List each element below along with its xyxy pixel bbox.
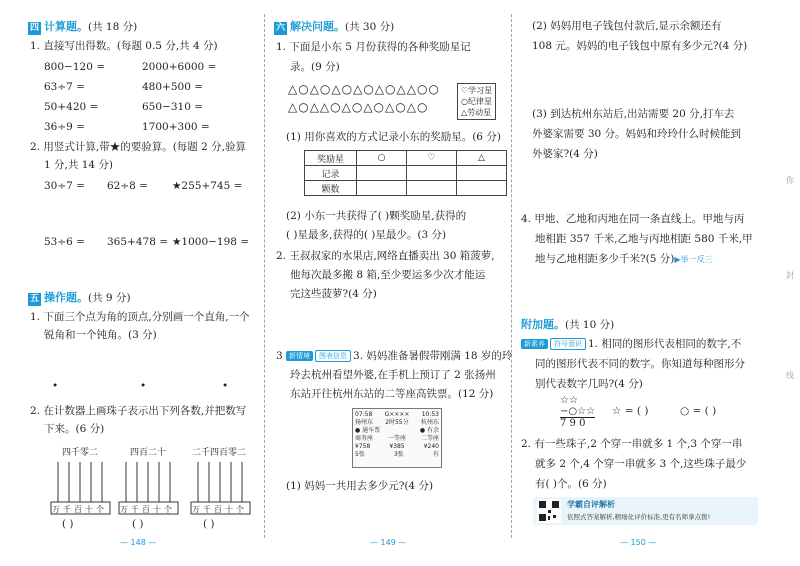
abacus-columns: 万千百十个 xyxy=(192,505,247,514)
train-ticket-info xyxy=(352,408,442,468)
table-cell[interactable] xyxy=(357,166,407,181)
seat-class: 商务座 xyxy=(355,435,374,442)
departure-time: 07:58 xyxy=(355,411,373,418)
abacus-columns: 万千百十个 xyxy=(120,505,175,514)
question-6-3-1: (1) 妈妈一共用去多少元?(4 分) xyxy=(286,480,434,492)
circle-answer[interactable]: ○ = ( ) xyxy=(680,405,717,417)
section-6-badge: 六 xyxy=(275,23,285,33)
arrival-station: 杭州东 xyxy=(420,419,439,426)
question-6-3-line1: 3 新情境 图表信息 3. 妈妈准备暑假带刚满 18 岁的玲 xyxy=(276,350,513,362)
question-6-3-line2: 玲去杭州看望外婆,在手机上预订了 2 张扬州 xyxy=(290,369,496,381)
question-5-1-line1: 1. 下面三个点为角的顶点,分别画一个直角,一个 xyxy=(30,311,250,323)
new-context-tag: 新情境 xyxy=(286,351,313,361)
vertex-dot: • xyxy=(222,380,229,392)
abacus-label: 四百二十 xyxy=(130,448,167,458)
calc-item: 63÷7 = xyxy=(44,81,85,93)
star-legend xyxy=(457,83,496,120)
question-6-1-line2: 录。(9 分) xyxy=(290,61,340,73)
table-row-label: 记录 xyxy=(305,166,357,181)
page-number: — 149 — xyxy=(370,538,407,547)
question-4-2-line1: 2. 用竖式计算,带★的要验算。(每题 2 分,验算 xyxy=(30,141,246,153)
symbol-puzzle xyxy=(560,395,595,429)
question-6-2-line1: 2. 王叔叔家的水果店,网络直播卖出 30 箱菠萝, xyxy=(276,250,495,262)
question-6-4-line2: 地相距 357 千米,乙地与丙地相距 580 千米,甲 xyxy=(535,233,753,245)
seat-price: ¥758 xyxy=(355,443,371,450)
bonus-1-line3: 别代表数字几吗?(4 分) xyxy=(535,378,643,390)
calc-item: 62÷8 = xyxy=(107,180,148,192)
question-6-3-3-line1: (3) 到达杭州东站后,出站需要 20 分,打车去 xyxy=(532,108,735,120)
seat-price: ¥385 xyxy=(389,443,405,450)
section-5-title: 操作题。 xyxy=(44,291,88,304)
vertex-dot: • xyxy=(52,380,59,392)
question-6-3-3-line2: 外婆家需要 30 分。妈妈和玲玲什么时候能到 xyxy=(532,128,742,140)
calc-item: 1700+300 = xyxy=(142,121,210,133)
star-answer[interactable]: ☆ = ( ) xyxy=(612,405,649,417)
question-6-3-2-line1: (2) 妈妈用电子钱包付款后,显示余额还有 xyxy=(532,20,722,32)
puzzle-top: ☆☆ xyxy=(560,395,578,406)
question-6-1-2-line2: ( )星最多,获得的( )星最少。(3 分) xyxy=(286,229,447,241)
question-5-2-line2: 下来。(6 分) xyxy=(44,423,105,435)
page-divider xyxy=(264,14,265,538)
question-6-1-line1: 1. 下面是小东 5 月份获得的各种奖励星记 xyxy=(276,41,471,53)
section-6-header xyxy=(274,20,394,35)
binding-mark: 线 xyxy=(786,371,794,380)
bonus-2-line3: 有( )个。(6 分) xyxy=(535,478,607,490)
qr-code-icon xyxy=(537,499,561,523)
question-6-3-line3: 东站开往杭州东站的二等座高铁票。(12 分) xyxy=(290,388,494,400)
calc-item: ★1000−198 = xyxy=(172,236,250,248)
abacus-columns: 万千百十个 xyxy=(52,505,107,514)
calc-item: 480+500 = xyxy=(142,81,204,93)
answer-blank[interactable]: ( ) xyxy=(62,518,74,530)
table-cell[interactable] xyxy=(457,166,507,181)
question-6-2-line2: 他每次最多搬 8 箱,至少要运多少次才能运 xyxy=(290,269,486,281)
table-header: △ xyxy=(457,151,507,166)
calc-item: 50+420 = xyxy=(44,101,99,113)
table-header: ○ xyxy=(357,151,407,166)
bonus-header xyxy=(521,318,614,332)
calc-item: 650−310 = xyxy=(142,101,204,113)
bonus-1-line1: 新素养 符号意识 1. 相同的图形代表相同的数字,不 xyxy=(521,338,741,351)
legend-labor: △劳动星 xyxy=(461,108,492,117)
question-4-2-line2: 1 分,共 14 分) xyxy=(44,159,113,171)
question-6-4-line3: 地与乙地相距多少千米?(5 分)▶举一反三 xyxy=(535,253,713,265)
seat-price: ¥240 xyxy=(423,443,439,450)
vertex-dot: • xyxy=(140,380,147,392)
bonus-2-line1: 2. 有一些珠子,2 个穿一串就多 1 个,3 个穿一串 xyxy=(521,438,743,450)
page-number: — 150 — xyxy=(620,538,657,547)
question-6-1-2-line1: (2) 小东一共获得了( )颗奖励星,获得的 xyxy=(286,210,467,222)
section-6-score: (共 30 分) xyxy=(345,21,395,33)
departure-station: 扬州东 xyxy=(355,419,374,426)
bonus-1-line2: 同的图形代表不同的数字。你知道每种图形分 xyxy=(535,358,745,370)
abacus-label: 二千四百零二 xyxy=(192,448,247,458)
question-6-3-3-line3: 外婆家?(4 分) xyxy=(532,148,598,160)
new-literacy-tag: 新素养 xyxy=(521,339,548,349)
self-review-title: 学霸自评解析 xyxy=(567,500,615,509)
section-4-header xyxy=(28,20,137,35)
section-5-header xyxy=(28,291,131,306)
table-cell[interactable] xyxy=(457,181,507,196)
star-table xyxy=(304,150,507,196)
calc-item: 365+478 = xyxy=(107,236,169,248)
table-header: ♡ xyxy=(407,151,457,166)
question-5-2-line1: 2. 在计数器上画珠子表示出下列各数,并把数写 xyxy=(30,405,247,417)
puzzle-middle: −○☆☆ xyxy=(560,406,596,417)
question-6-4-line1: 4. 甲地、乙地和丙地在同一条直线上。甲地与丙 xyxy=(521,213,745,225)
puzzle-result: 7 9 0 xyxy=(560,418,586,429)
section-4-title: 计算题。 xyxy=(44,20,88,33)
abacus-label: 四千零二 xyxy=(62,448,99,458)
chart-info-tag: 图表信息 xyxy=(315,350,351,362)
bonus-score: (共 10 分) xyxy=(565,319,615,331)
question-6-2-line3: 完这些菠萝?(4 分) xyxy=(290,288,377,300)
page-number: — 148 — xyxy=(120,538,157,547)
table-cell[interactable] xyxy=(407,166,457,181)
star-record-row-2: △○△△○△○△○△○△○ xyxy=(288,100,429,114)
ticket-status: ● 通车票 xyxy=(355,427,381,434)
train-number: G×××× xyxy=(384,411,410,418)
table-header: 奖励星 xyxy=(305,151,357,166)
bonus-2-line2: 就多 2 个,4 个穿一串就多 3 个,这些珠子最少 xyxy=(535,458,747,470)
answer-blank[interactable]: ( ) xyxy=(132,518,144,530)
arrival-time: 10:53 xyxy=(421,411,439,418)
self-review-text: 依照式答案解析,精细化评价标准,更有名师拿点拨! xyxy=(567,513,711,521)
legend-discipline: ○纪律星 xyxy=(461,97,492,106)
duration: 2时55分 xyxy=(385,419,409,426)
self-review-banner[interactable] xyxy=(533,497,758,525)
section-5-score: (共 9 分) xyxy=(88,292,131,304)
section-6-title: 解决问题。 xyxy=(290,20,345,33)
table-row-label: 颗数 xyxy=(305,181,357,196)
page-divider xyxy=(511,14,512,538)
table-cell[interactable] xyxy=(357,181,407,196)
question-5-1-line2: 锐角和一个钝角。(3 分) xyxy=(44,329,157,341)
calc-item: 53÷6 = xyxy=(44,236,85,248)
calc-item: 800−120 = xyxy=(44,61,106,73)
seat-stock: 3张 xyxy=(393,451,404,458)
question-6-3-2-line2: 108 元。妈妈的电子钱包中原有多少元?(4 分) xyxy=(532,40,748,52)
question-6-1-1: (1) 用你喜欢的方式记录小东的奖励星。(6 分) xyxy=(286,131,501,143)
symbol-sense-tag: 符号意识 xyxy=(550,338,586,350)
binding-mark: 你 xyxy=(786,176,794,185)
bonus-title: 附加题。 xyxy=(521,318,565,331)
calc-item: 2000+6000 = xyxy=(142,61,217,73)
binding-mark: 封 xyxy=(786,271,794,280)
section-4-badge: 四 xyxy=(29,23,39,33)
practice-link[interactable]: ▶举一反三 xyxy=(674,255,713,264)
answer-blank[interactable]: ( ) xyxy=(203,518,215,530)
seat-class: 二等座 xyxy=(420,435,439,442)
seat-stock: 5张 xyxy=(355,451,365,458)
seat-class: 一等座 xyxy=(387,435,406,442)
seat-stock: 有 xyxy=(432,451,439,458)
calc-item: 36÷9 = xyxy=(44,121,85,133)
legend-study: ♡学习星 xyxy=(461,86,493,95)
calc-item: ★255+745 = xyxy=(172,180,243,192)
table-cell[interactable] xyxy=(407,181,457,196)
question-6-3-text: 3. 妈妈准备暑假带刚满 18 岁的玲 xyxy=(353,350,513,362)
star-record-row-1: △○△○△○△○△○△△○○ xyxy=(288,82,440,96)
calc-item: 30÷7 = xyxy=(44,180,85,192)
question-4-1: 1. 直接写出得数。(每题 0.5 分,共 4 分) xyxy=(30,40,218,52)
section-4-score: (共 18 分) xyxy=(88,21,138,33)
ticket-status: ● 有余 xyxy=(419,427,439,434)
section-5-badge: 五 xyxy=(29,294,39,304)
